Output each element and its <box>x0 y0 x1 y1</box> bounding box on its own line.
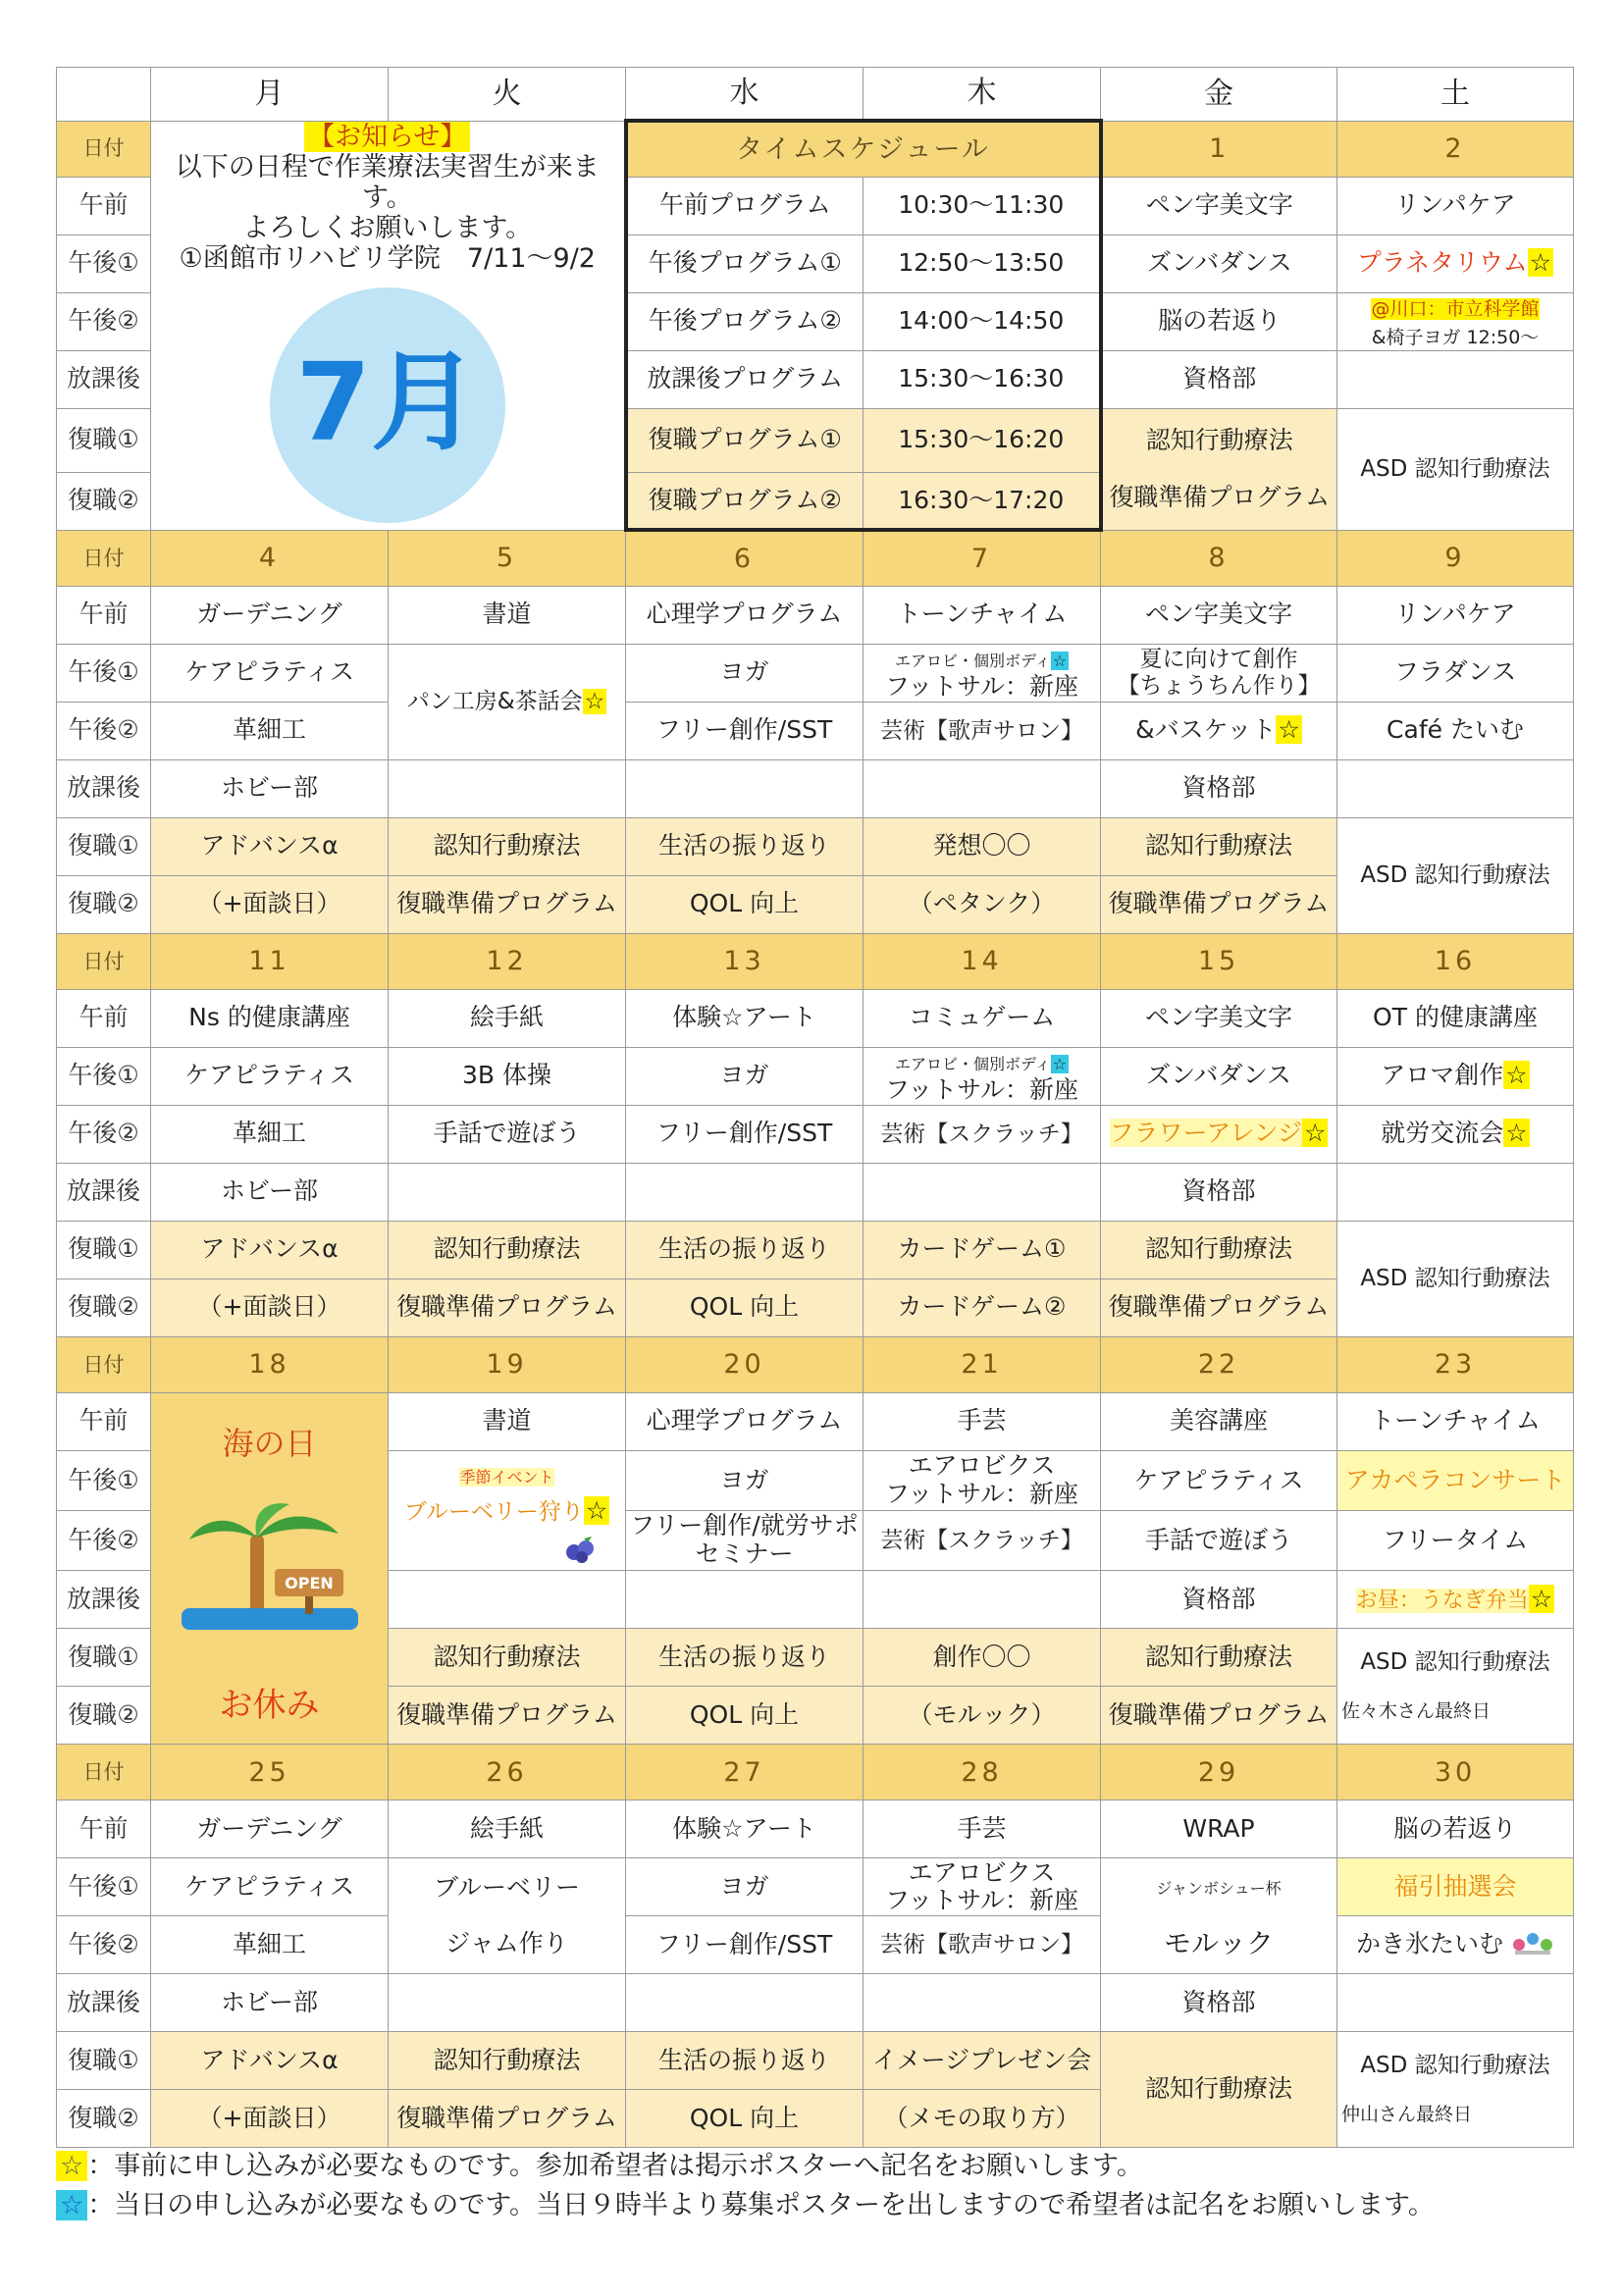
program-cell: フリー創作/就労サポセミナー <box>626 1511 864 1571</box>
program-cell: ガーデニング <box>151 1800 389 1858</box>
event-detail: &椅子ヨガ 12:50～ <box>1371 326 1540 348</box>
program-cell: アドバンスα <box>151 817 389 875</box>
program-cell: 復職準備プログラム <box>389 1278 626 1336</box>
event-label: プラネタリウム <box>1356 248 1528 278</box>
palm-tree-icon <box>182 1500 358 1638</box>
program-cell <box>1337 2032 1574 2148</box>
program-cell: コミュゲーム <box>864 989 1101 1047</box>
program-cell: 芸術【歌声サロン】 <box>864 1916 1101 1974</box>
program-cell: Ns 的健康講座 <box>151 989 389 1047</box>
program-cell: リンパケア <box>1337 586 1574 644</box>
schedule-name: 放課後プログラム <box>626 350 864 408</box>
schedule-name: 午後プログラム① <box>626 235 864 292</box>
row-label-pm2: 午後② <box>57 292 151 350</box>
date-row <box>57 121 1574 177</box>
program-label: ASD 認知行動療法 <box>1360 1649 1550 1676</box>
program-cell: 資格部 <box>1101 1974 1337 2032</box>
program-cell <box>1337 1105 1574 1163</box>
date-cell: 29 <box>1101 1745 1337 1800</box>
notice-title: 【お知らせ】 <box>304 122 470 152</box>
program-cell <box>864 644 1101 702</box>
program-label: フットサル：新座 <box>884 1886 1078 1915</box>
date-cell: 6 <box>626 530 864 586</box>
row-label-date: 日付 <box>57 933 151 989</box>
program-cell <box>1337 1571 1574 1629</box>
program-cell: ペン字美文字 <box>1101 989 1337 1047</box>
program-cell: 体験☆アート <box>626 989 864 1047</box>
program-label: ブルーベリー <box>433 1872 580 1902</box>
program-cell: アドバンスα <box>151 1221 389 1278</box>
date-cell: 13 <box>626 933 864 989</box>
star-icon: ☆ <box>1052 1055 1068 1074</box>
program-cell <box>1101 408 1337 530</box>
schedule-time: 15:30～16:30 <box>864 350 1101 408</box>
date-cell: 1 <box>1101 121 1337 177</box>
event-label: お昼：うなぎ弁当 <box>1355 1588 1529 1613</box>
row-label-rw2: 復職② <box>57 2090 151 2148</box>
date-cell: 18 <box>151 1336 389 1392</box>
program-cell: ASD 認知行動療法 <box>1337 817 1574 933</box>
monthly-calendar <box>56 67 1574 2148</box>
program-cell: 絵手紙 <box>389 1800 626 1858</box>
row-label-rw1: 復職① <box>57 408 151 472</box>
program-cell: （モルック） <box>864 1687 1101 1745</box>
program-cell: 書道 <box>389 1392 626 1450</box>
row-label-am: 午前 <box>57 177 151 235</box>
program-cell: 創作〇〇 <box>864 1629 1101 1687</box>
program-cell <box>864 1450 1101 1510</box>
footer-text: ：事前に申し込みが必要なものです。参加希望者は掲示ポスターへ記名をお願いします。 <box>87 2151 1143 2181</box>
program-cell <box>1101 1858 1337 1974</box>
program-cell: 手話で遊ぼう <box>1101 1511 1337 1571</box>
program-cell: 革細工 <box>151 1105 389 1163</box>
program-cell: 復職準備プログラム <box>1101 875 1337 933</box>
program-cell <box>864 1858 1101 1916</box>
notice-box <box>151 121 626 530</box>
program-label: 【ちょうちん作り】 <box>1117 672 1321 699</box>
event-category: 季節イベント <box>459 1467 554 1487</box>
program-cell <box>1101 1105 1337 1163</box>
program-cell: 認知行動療法 <box>389 817 626 875</box>
program-cell <box>864 1974 1101 2032</box>
row-label-after: 放課後 <box>57 1571 151 1629</box>
date-cell: 8 <box>1101 530 1337 586</box>
program-cell <box>1337 759 1574 817</box>
program-cell: 生活の振り返り <box>626 1221 864 1278</box>
program-cell <box>1101 644 1337 702</box>
program-cell: 認知行動療法 <box>1101 1629 1337 1687</box>
star-icon: ☆ <box>1505 1119 1528 1148</box>
program-cell: （+面談日） <box>151 2090 389 2148</box>
program-cell: フラダンス <box>1337 644 1574 702</box>
program-cell <box>389 1858 626 1974</box>
program-cell: ペン字美文字 <box>1101 586 1337 644</box>
program-cell: 復職準備プログラム <box>389 875 626 933</box>
program-cell: 認知行動療法 <box>389 2032 626 2090</box>
program-label: フットサル：新座 <box>884 1479 1078 1508</box>
date-cell: 7 <box>864 530 1101 586</box>
schedule-time: 14:00～14:50 <box>864 292 1101 350</box>
program-cell: ケアピラティス <box>151 1047 389 1105</box>
star-icon: ☆ <box>56 2190 87 2220</box>
program-cell <box>626 759 864 817</box>
program-cell: 手芸 <box>864 1392 1101 1450</box>
row-label-am: 午前 <box>57 1392 151 1450</box>
row-label-rw2: 復職② <box>57 472 151 530</box>
program-cell: ズンバダンス <box>1101 235 1337 292</box>
program-cell: 認知行動療法 <box>1101 817 1337 875</box>
program-label: かき氷たいむ <box>1356 1929 1504 1958</box>
program-cell: 生活の振り返り <box>626 1629 864 1687</box>
date-cell: 14 <box>864 933 1101 989</box>
program-cell: QOL 向上 <box>626 875 864 933</box>
program-label: 夏に向けて創作 <box>1139 647 1298 673</box>
program-cell <box>389 1974 626 2032</box>
program-cell: 生活の振り返り <box>626 817 864 875</box>
program-cell: リンパケア <box>1337 177 1574 235</box>
program-label: 復職準備プログラム <box>1109 482 1331 511</box>
event-label: フラワーアレンジ <box>1109 1119 1303 1148</box>
program-cell: （ペタンク） <box>864 875 1101 933</box>
program-cell: フリー創作/SST <box>626 702 864 759</box>
notice-line: ①函館市リハビリ学院 7/11～9/2 <box>179 242 596 274</box>
row-label-pm1: 午後① <box>57 235 151 292</box>
program-cell <box>389 1163 626 1221</box>
program-cell: フリー創作/SST <box>626 1105 864 1163</box>
schedule-time: 10:30～11:30 <box>864 177 1101 235</box>
program-cell: ヨガ <box>626 1450 864 1510</box>
program-cell: カードゲーム② <box>864 1278 1101 1336</box>
program-cell: ASD 認知行動療法 <box>1337 1221 1574 1336</box>
program-cell: アドバンスα <box>151 2032 389 2090</box>
program-cell: 美容講座 <box>1101 1392 1337 1450</box>
program-cell: 発想〇〇 <box>864 817 1101 875</box>
event-location: @川口：市立科学館 <box>1371 297 1540 320</box>
star-icon: ☆ <box>585 1495 608 1525</box>
star-icon: ☆ <box>1530 1584 1553 1613</box>
event-category: ジャンボシュー杯 <box>1156 1878 1282 1898</box>
program-cell <box>626 1974 864 2032</box>
date-cell: 25 <box>151 1745 389 1800</box>
holiday-closed: お休み <box>219 1686 320 1726</box>
program-cell <box>864 1047 1101 1105</box>
program-cell: 手芸 <box>864 1800 1101 1858</box>
schedule-title: タイムスケジュール <box>626 121 1101 177</box>
program-cell <box>389 644 626 759</box>
program-cell: 脳の若返り <box>1101 292 1337 350</box>
row-label-after: 放課後 <box>57 759 151 817</box>
program-cell <box>1337 1163 1574 1221</box>
row-label-pm2: 午後② <box>57 1105 151 1163</box>
schedule-name: 午後プログラム② <box>626 292 864 350</box>
schedule-name: 復職プログラム① <box>626 408 864 472</box>
footer-note-advance <box>56 2144 1143 2182</box>
program-label: ジャム作り <box>445 1929 568 1958</box>
program-cell: 復職準備プログラム <box>389 1687 626 1745</box>
program-cell: 書道 <box>389 586 626 644</box>
row-label-date: 日付 <box>57 1336 151 1392</box>
notice-line: よろしくお願いします。 <box>242 212 533 243</box>
date-cell: 15 <box>1101 933 1337 989</box>
program-cell: ペン字美文字 <box>1101 177 1337 235</box>
star-icon: ☆ <box>1529 248 1552 278</box>
row-label-pm2: 午後② <box>57 1511 151 1571</box>
program-cell <box>1337 1974 1574 2032</box>
date-cell: 9 <box>1337 530 1574 586</box>
program-cell: 芸術【スクラッチ】 <box>864 1105 1101 1163</box>
program-cell <box>1337 1629 1574 1745</box>
program-cell <box>389 1450 626 1571</box>
holiday-name: 海の日 <box>222 1424 317 1462</box>
program-cell <box>626 1163 864 1221</box>
program-cell: トーンチャイム <box>1337 1392 1574 1450</box>
row-label-pm2: 午後② <box>57 702 151 759</box>
program-cell: QOL 向上 <box>626 1687 864 1745</box>
star-icon: ☆ <box>1304 1119 1327 1148</box>
program-cell: イメージプレゼン会 <box>864 2032 1101 2090</box>
schedule-time: 12:50～13:50 <box>864 235 1101 292</box>
program-cell: QOL 向上 <box>626 2090 864 2148</box>
row-label-rw2: 復職② <box>57 1687 151 1745</box>
corner-cell <box>57 68 151 122</box>
program-cell: 心理学プログラム <box>626 1392 864 1450</box>
program-cell: Café たいむ <box>1337 702 1574 759</box>
program-cell <box>1337 235 1574 292</box>
program-cell: 芸術【スクラッチ】 <box>864 1511 1101 1571</box>
program-cell: 絵手紙 <box>389 989 626 1047</box>
program-cell: 革細工 <box>151 702 389 759</box>
program-cell: 資格部 <box>1101 759 1337 817</box>
program-cell: ヨガ <box>626 1047 864 1105</box>
program-cell <box>864 1163 1101 1221</box>
row-label-am: 午前 <box>57 1800 151 1858</box>
blueberry-icon <box>564 1535 598 1571</box>
date-cell: 4 <box>151 530 389 586</box>
schedule-name: 復職プログラム② <box>626 472 864 530</box>
program-cell: （メモの取り方） <box>864 2090 1101 2148</box>
weekday-header <box>57 68 1574 122</box>
program-label: フットサル：新座 <box>884 671 1078 701</box>
program-label: パン工房&茶話会 <box>406 689 583 715</box>
row-label-rw1: 復職① <box>57 1629 151 1687</box>
holiday-cell <box>151 1392 389 1745</box>
program-cell: 脳の若返り <box>1337 1800 1574 1858</box>
weekday-thu: 木 <box>864 68 1101 122</box>
note-label: 仲山さん最終日 <box>1341 2104 1473 2126</box>
row-label-pm1: 午後① <box>57 1450 151 1510</box>
program-cell: 体験☆アート <box>626 1800 864 1858</box>
program-cell <box>864 759 1101 817</box>
program-cell: 資格部 <box>1101 1571 1337 1629</box>
event-label: ブルーベリー狩り <box>403 1498 584 1525</box>
july-badge <box>270 287 505 523</box>
july-badge-text: 7月 <box>295 339 480 465</box>
program-cell <box>626 1571 864 1629</box>
date-cell: 27 <box>626 1745 864 1800</box>
weekday-sat: 土 <box>1337 68 1574 122</box>
program-cell: ズンバダンス <box>1101 1047 1337 1105</box>
row-label-rw1: 復職① <box>57 817 151 875</box>
program-cell: （+面談日） <box>151 875 389 933</box>
open-sign-text: OPEN <box>284 1574 334 1593</box>
date-cell: 26 <box>389 1745 626 1800</box>
star-icon: ☆ <box>1505 1061 1528 1090</box>
weekday-mon: 月 <box>151 68 389 122</box>
program-label: 認知行動療法 <box>1145 426 1293 455</box>
date-cell: 23 <box>1337 1336 1574 1392</box>
date-cell: 22 <box>1101 1336 1337 1392</box>
program-cell: 資格部 <box>1101 1163 1337 1221</box>
program-cell: 3B 体操 <box>389 1047 626 1105</box>
program-cell: ケアピラティス <box>1101 1450 1337 1510</box>
program-label: &バスケット <box>1135 715 1277 745</box>
program-cell: 復職準備プログラム <box>1101 1687 1337 1745</box>
program-cell: ASD 認知行動療法 <box>1337 408 1574 530</box>
program-cell: 資格部 <box>1101 350 1337 408</box>
program-cell: 生活の振り返り <box>626 2032 864 2090</box>
program-cell: ケアピラティス <box>151 644 389 702</box>
star-icon: ☆ <box>584 689 605 715</box>
program-cell: 手話で遊ぼう <box>389 1105 626 1163</box>
program-cell: 認知行動療法 <box>1101 1221 1337 1278</box>
date-cell: 12 <box>389 933 626 989</box>
row-label-rw1: 復職① <box>57 1221 151 1278</box>
program-cell: カードゲーム① <box>864 1221 1101 1278</box>
program-cell: ホビー部 <box>151 1974 389 2032</box>
program-cell: ケアピラティス <box>151 1858 389 1916</box>
program-cell: ヨガ <box>626 644 864 702</box>
row-label-pm1: 午後① <box>57 1858 151 1916</box>
program-cell: 芸術【歌声サロン】 <box>864 702 1101 759</box>
program-label: エアロビクス <box>908 1857 1056 1887</box>
program-cell: QOL 向上 <box>626 1278 864 1336</box>
program-cell: OT 的健康講座 <box>1337 989 1574 1047</box>
row-label-am: 午前 <box>57 989 151 1047</box>
program-cell: 心理学プログラム <box>626 586 864 644</box>
row-label-after: 放課後 <box>57 350 151 408</box>
program-cell <box>389 1571 626 1629</box>
program-cell <box>1337 1916 1574 1974</box>
footer-note-sameday <box>56 2183 1435 2221</box>
shaved-ice-icon <box>1511 1927 1554 1963</box>
weekday-fri: 金 <box>1101 68 1337 122</box>
program-cell: 認知行動療法 <box>389 1221 626 1278</box>
row-label-rw1: 復職① <box>57 2032 151 2090</box>
star-icon: ☆ <box>1052 652 1068 671</box>
star-icon: ☆ <box>56 2151 87 2181</box>
star-icon: ☆ <box>1278 715 1300 745</box>
program-cell: ヨガ <box>626 1858 864 1916</box>
row-label-date: 日付 <box>57 1745 151 1800</box>
date-cell: 16 <box>1337 933 1574 989</box>
program-cell: 認知行動療法 <box>1101 2032 1337 2148</box>
date-cell: 11 <box>151 933 389 989</box>
row-label-after: 放課後 <box>57 1974 151 2032</box>
program-label: モルック <box>1163 1927 1274 1960</box>
program-cell: フリータイム <box>1337 1511 1574 1571</box>
program-label: ASD 認知行動療法 <box>1360 2053 1550 2079</box>
program-cell <box>389 759 626 817</box>
notice-line: 以下の日程で作業療法実習生が来ます。 <box>175 151 600 213</box>
schedule-name: 午前プログラム <box>626 177 864 235</box>
program-label: エアロビ・個別ボディ <box>894 652 1051 671</box>
program-cell: アカペラコンサート <box>1337 1450 1574 1510</box>
weekday-tue: 火 <box>389 68 626 122</box>
schedule-time: 15:30～16:20 <box>864 408 1101 472</box>
row-label-date: 日付 <box>57 121 151 177</box>
date-cell: 21 <box>864 1336 1101 1392</box>
program-cell <box>1101 702 1337 759</box>
date-cell: 5 <box>389 530 626 586</box>
row-label-rw2: 復職② <box>57 875 151 933</box>
program-cell: 福引抽選会 <box>1337 1858 1574 1916</box>
note-label: 佐々木さん最終日 <box>1341 1700 1492 1723</box>
date-cell: 30 <box>1337 1745 1574 1800</box>
program-label: アロマ創作 <box>1381 1061 1504 1090</box>
row-label-date: 日付 <box>57 530 151 586</box>
date-cell: 2 <box>1337 121 1574 177</box>
row-label-pm1: 午後① <box>57 1047 151 1105</box>
program-cell <box>864 1571 1101 1629</box>
weekday-wed: 水 <box>626 68 864 122</box>
program-cell: 認知行動療法 <box>389 1629 626 1687</box>
program-cell: 復職準備プログラム <box>1101 1278 1337 1336</box>
row-label-pm1: 午後① <box>57 644 151 702</box>
program-label: 就労交流会 <box>1381 1119 1504 1148</box>
program-label: エアロビ・個別ボディ <box>894 1055 1051 1074</box>
date-cell: 20 <box>626 1336 864 1392</box>
program-cell: 革細工 <box>151 1916 389 1974</box>
schedule-time: 16:30～17:20 <box>864 472 1101 530</box>
program-label: エアロビクス <box>908 1451 1056 1481</box>
row-label-am: 午前 <box>57 586 151 644</box>
program-cell <box>1337 350 1574 408</box>
program-cell: ホビー部 <box>151 1163 389 1221</box>
program-cell: WRAP <box>1101 1800 1337 1858</box>
footer-text: ：当日の申し込みが必要なものです。当日９時半より募集ポスターを出しますので希望者は記名をお願いします。 <box>87 2190 1435 2220</box>
program-cell <box>1337 1047 1574 1105</box>
program-cell: 復職準備プログラム <box>389 2090 626 2148</box>
date-cell: 19 <box>389 1336 626 1392</box>
date-cell: 28 <box>864 1745 1101 1800</box>
row-label-rw2: 復職② <box>57 1278 151 1336</box>
program-cell: ホビー部 <box>151 759 389 817</box>
program-cell <box>1337 292 1574 350</box>
row-label-after: 放課後 <box>57 1163 151 1221</box>
program-cell: （+面談日） <box>151 1278 389 1336</box>
program-label: フットサル：新座 <box>884 1074 1078 1104</box>
program-cell: トーンチャイム <box>864 586 1101 644</box>
program-cell: フリー創作/SST <box>626 1916 864 1974</box>
program-cell: ガーデニング <box>151 586 389 644</box>
row-label-pm2: 午後② <box>57 1916 151 1974</box>
